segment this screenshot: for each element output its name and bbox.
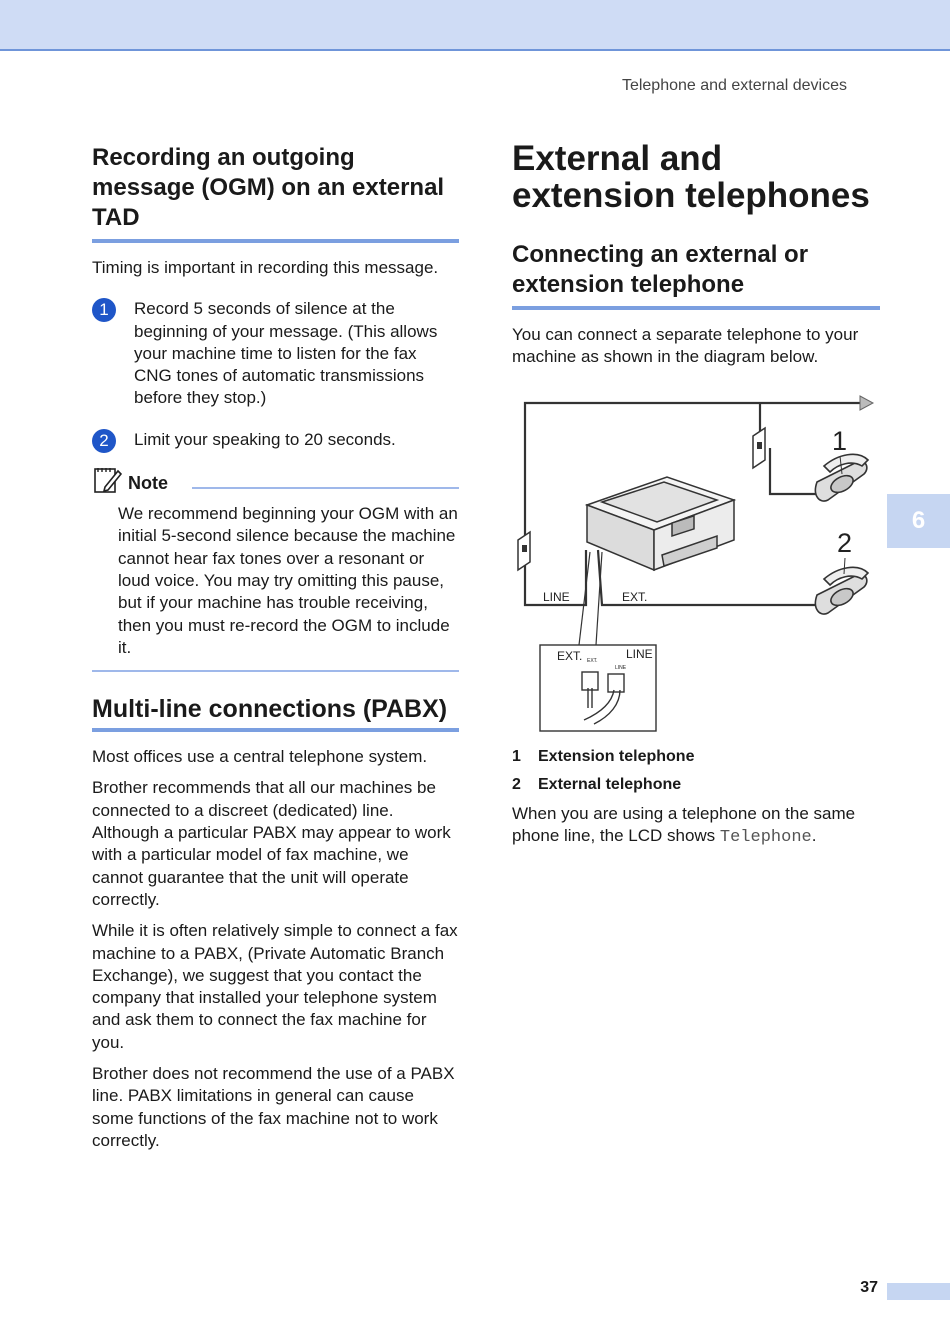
external-phone-icon xyxy=(815,567,868,614)
legend-number: 2 xyxy=(512,776,521,793)
connect-heading: Connecting an external or extension telephone xyxy=(512,241,809,298)
step-1 xyxy=(92,298,459,409)
closing-paragraph xyxy=(512,803,880,850)
diagram-legend xyxy=(512,746,694,802)
note-text: We recommend beginning your OGM with an initial 5-second silence because the machine cannot hear fax tones over a resonant or loud voice. You may try omitting this pause, but if your machine has trouble receiving, then you must re-record the OGM to include it. xyxy=(118,504,458,657)
port-inset xyxy=(540,645,656,731)
step-2-text: Limit your speaking to 20 seconds. xyxy=(134,429,396,449)
pabx-paragraph-3: While it is often relatively simple to connect a fax machine to a PABX, (Private Automatic Branch Exchange), we suggest that you contact the company that installed your telephone system and ask them to connect the fax machine for you. xyxy=(92,921,458,1052)
note-box xyxy=(92,465,459,659)
step-2 xyxy=(92,429,459,451)
ogm-heading-rule xyxy=(92,239,459,243)
line-label: LINE xyxy=(543,590,570,604)
callout-2: 2 xyxy=(837,528,853,558)
note-divider xyxy=(192,487,459,489)
wall-jack-icon xyxy=(753,428,765,468)
note-pencil-icon xyxy=(92,465,122,495)
legend-item xyxy=(512,746,694,774)
inset-line-label: LINE xyxy=(626,647,653,661)
line-arrow-icon xyxy=(860,396,873,410)
top-band xyxy=(0,0,950,51)
pabx-paragraph-2: Brother recommends that all our machines be connected to a discreet (dedicated) line. Although a particular PABX may appear to work with a particular model of fax machine, we cannot guarantee that the unit will operate correctly. xyxy=(92,778,451,909)
step-number-badge: 1 xyxy=(92,298,116,322)
ext-port-icon xyxy=(582,672,598,690)
line-wall-jack-icon xyxy=(518,532,530,570)
inset-ext-label: EXT. xyxy=(557,649,583,663)
callout-1: 1 xyxy=(832,426,848,456)
ext-label: EXT. xyxy=(622,590,648,604)
ogm-heading: Recording an outgoing message (OGM) on an external TAD xyxy=(92,144,445,231)
chapter-tab: 6 xyxy=(887,494,950,548)
ogm-intro: Timing is important in recording this message. xyxy=(92,258,439,277)
lcd-message: Telephone xyxy=(719,828,812,848)
page-number-bar xyxy=(887,1283,950,1300)
pabx-paragraph-1: Most offices use a central telephone system. xyxy=(92,747,428,767)
legend-number: 1 xyxy=(512,748,521,765)
legend-label: External telephone xyxy=(538,776,682,793)
line-port-icon xyxy=(608,674,624,692)
page-title: External and extension telephones xyxy=(512,139,870,215)
running-header: Telephone and external devices xyxy=(621,77,847,94)
pabx-paragraph-4: Brother does not recommend the use of a PABX line. PABX limitations in general can cause some functions of the fax machine not to work correctly. xyxy=(92,1064,455,1150)
port-line-small-label: LINE xyxy=(615,665,627,671)
right-column xyxy=(512,140,880,369)
note-label: Note xyxy=(128,473,168,494)
legend-item xyxy=(512,774,694,802)
connection-diagram xyxy=(512,390,882,735)
closing-text: When you are using a telephone on the same phone line, the LCD shows xyxy=(512,804,856,846)
note-header xyxy=(92,465,459,495)
step-1-text: Record 5 seconds of silence at the beginning of your message. (This allows your machine time to listen for the fax CNG tones of automatic transmissions before they stop.) xyxy=(134,299,438,408)
connect-intro: You can connect a separate telephone to your machine as shown in the diagram below. xyxy=(512,325,859,367)
pabx-heading-rule xyxy=(92,728,459,732)
page-number: 37 xyxy=(860,1279,878,1296)
note-bottom-rule xyxy=(92,670,459,672)
step-number-badge: 2 xyxy=(92,429,116,453)
port-ext-small-label: EXT. xyxy=(587,658,598,664)
legend-label: Extension telephone xyxy=(538,748,695,765)
fax-machine-icon xyxy=(587,477,734,570)
pabx-heading: Multi-line connections (PABX) xyxy=(92,695,448,724)
left-column xyxy=(92,140,459,1152)
connect-heading-rule xyxy=(512,306,880,310)
extension-phone-icon xyxy=(815,454,868,501)
closing-period: . xyxy=(811,826,817,846)
